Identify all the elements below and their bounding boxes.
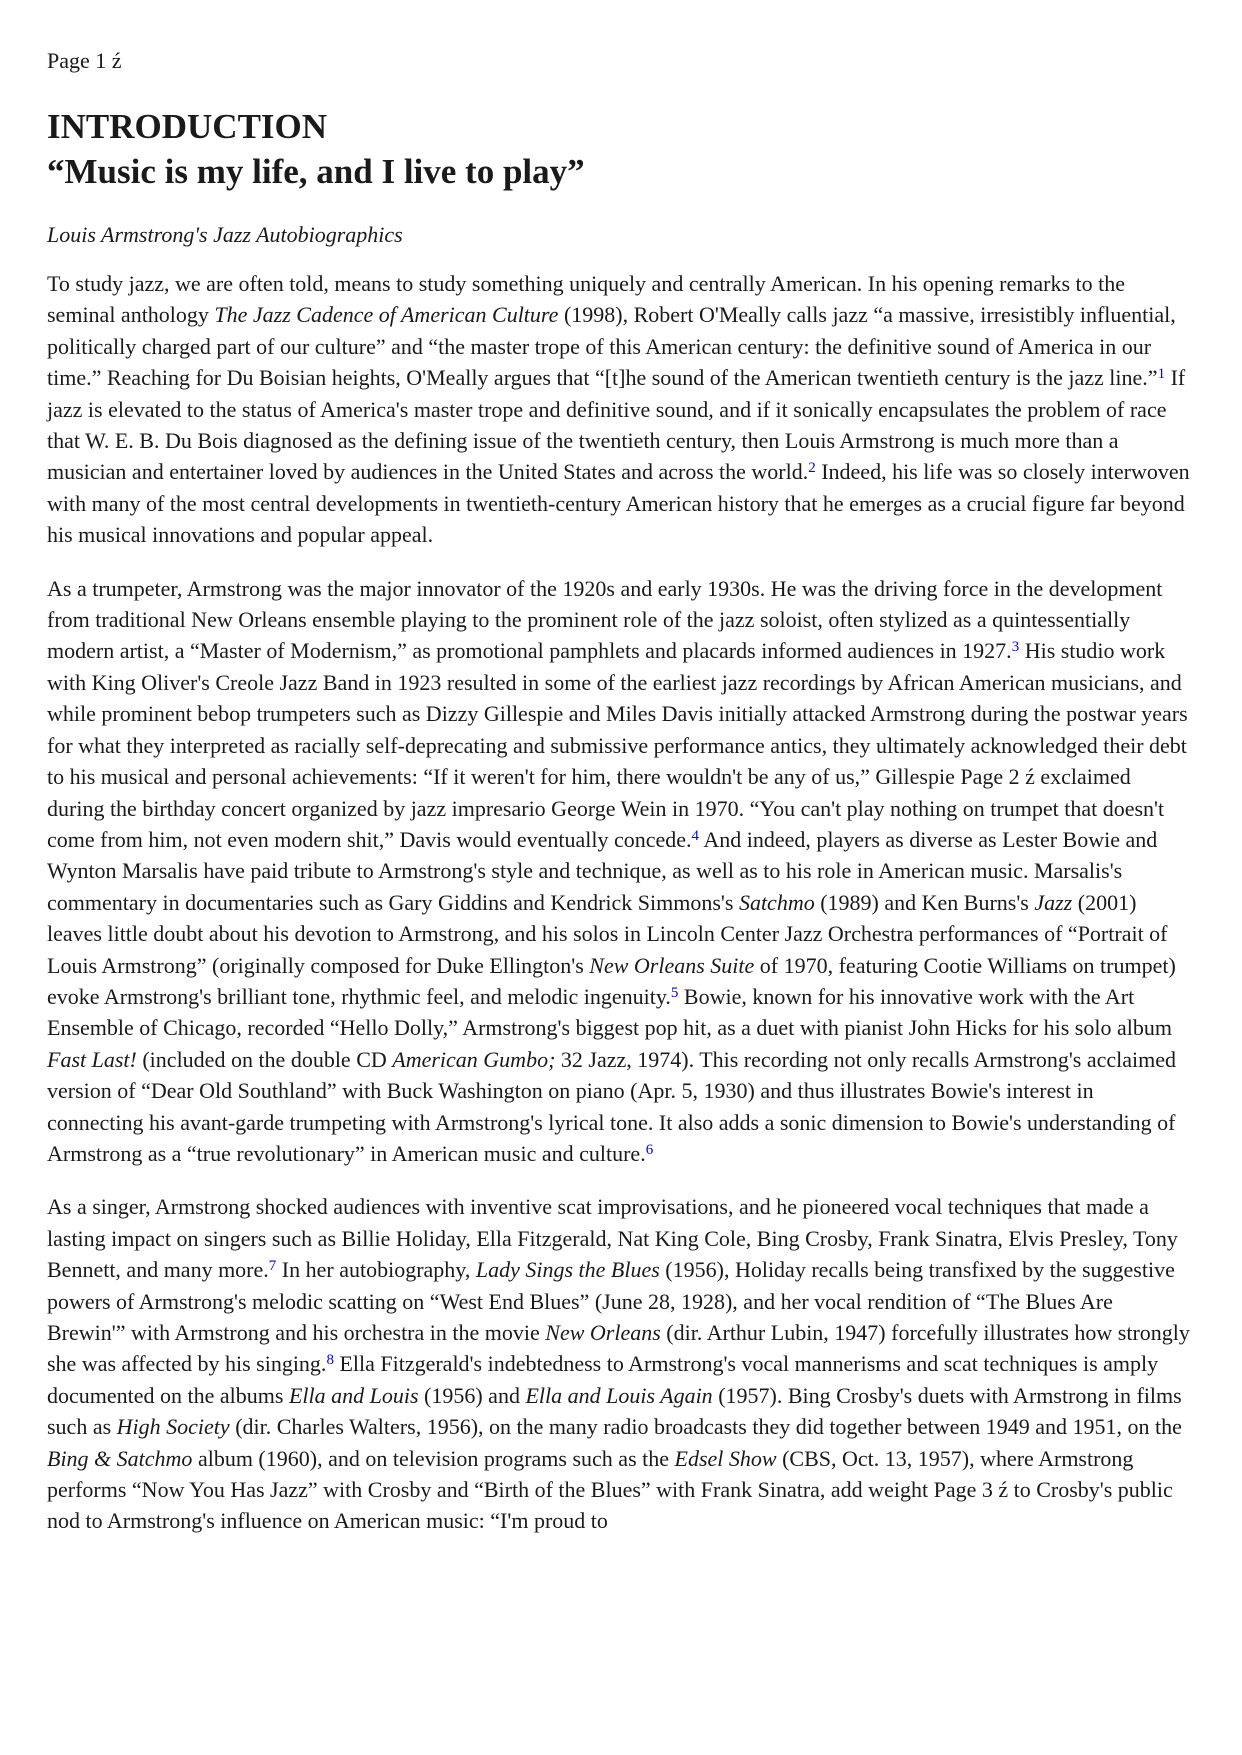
- page-title: [47, 104, 1192, 194]
- paragraph-2: [47, 573, 1192, 1170]
- footnote-link-4[interactable]: 4: [691, 827, 700, 844]
- italic-title: Edsel Show: [674, 1445, 777, 1471]
- footnote-link-7[interactable]: 7: [268, 1258, 277, 1275]
- footnote-link-6[interactable]: 6: [645, 1141, 654, 1158]
- text: (CBS, Oct. 13, 1957), where Armstrong performs “Now You Has Jazz” with Crosby and “Birth of the Blues” with Frank Sinatra, add weight: [47, 1445, 1134, 1503]
- paragraph-3: [47, 1191, 1192, 1536]
- italic-title: Satchmo: [738, 889, 815, 915]
- text: (1989) and Ken Burns's: [814, 889, 1035, 915]
- text: To study jazz, we are often told, means to study something uniquely and centrally American. In his opening remarks to the seminal anthology: [47, 271, 1126, 328]
- footnote-link-1[interactable]: 1: [1157, 366, 1166, 383]
- subtitle: Louis Armstrong's Jazz Autobiographics: [47, 222, 403, 247]
- footnote-link-3[interactable]: 3: [1011, 639, 1020, 656]
- text: album (1960), and on television programs such as the: [192, 1445, 675, 1471]
- italic-title: Lady Sings the Blues: [475, 1257, 660, 1283]
- text: (included on the double CD: [136, 1046, 393, 1072]
- text: 32 Jazz, 1974). This recording not only recalls Armstrong's acclaimed version of “Dear Old Southland” with Buck Washington on piano (Apr. 5, 1930) and thus illustrates Bowie's interest in connecting his avant-garde trumpeting with Armstrong's lyrical tone. It also adds a sonic dimension to Bowie's understanding of Armstrong as a “true revolutionary” in American music and culture.: [47, 1046, 1177, 1166]
- text: (dir. Charles Walters, 1956), on the many radio broadcasts they did together between 1949 and 1951, on the: [229, 1414, 1182, 1440]
- text: (1956) and: [418, 1382, 526, 1408]
- footnote-link-8[interactable]: 8: [326, 1352, 334, 1369]
- italic-title: Bing & Satchmo: [47, 1445, 193, 1471]
- italic-title: High Society: [116, 1414, 230, 1440]
- italic-title: Ella and Louis Again: [525, 1382, 713, 1408]
- text: (2001) leaves little doubt about his devotion to Armstrong, and his solos in Lincoln Center Jazz Orchestra performances of “Portrait of Louis Armstrong” (originally composed for Duke Ellington's: [47, 889, 1168, 978]
- text: Indeed, his life was so closely interwoven with many of the most central developments in twentieth-century American history that he emerges as a crucial figure far beyond his musical innovations and popular appeal.: [47, 459, 1190, 548]
- text: (1957). Bing Crosby's duets with Armstrong in films such as: [47, 1382, 1182, 1440]
- italic-title: New Orleans Suite: [589, 952, 755, 978]
- italic-title: Fast Last!: [47, 1046, 137, 1072]
- text: exclaimed during the birthday concert organized by jazz impresario George Wein in 1970. “You can't play nothing on trumpet that doesn't come from him, not even modern shit,” Davis would eventually concede.: [47, 764, 1165, 852]
- text: of 1970, featuring Cootie Williams on trumpet) evoke Armstrong's brilliant tone, rhythmic feel, and melodic ingenuity.: [47, 952, 1176, 1009]
- page-marker-inline: Page 2 ź: [960, 764, 1035, 790]
- page-number: Page 1 ź: [47, 48, 122, 73]
- text: Bowie, known for his innovative work with the Art Ensemble of Chicago, recorded “Hello Dolly,” Armstrong's biggest pop hit, as a duet with pianist John Hicks for his solo album: [47, 983, 1172, 1041]
- footnote-link-2[interactable]: 2: [808, 460, 816, 477]
- page-marker-inline: Page 3 ź: [933, 1477, 1009, 1503]
- text: And indeed, players as diverse as Lester Bowie and Wynton Marsalis have paid tribute to Armstrong's style and technique, as well as to his role in American music. Marsalis's commentary in documentaries such as Gary Giddins and Kendrick Simmons's: [47, 826, 1158, 915]
- text: As a trumpeter, Armstrong was the major innovator of the 1920s and early 1930s. He was the driving force in the development from traditional New Orleans ensemble playing to the prominent role of the jazz soloist, often stylized as a quintessentially modern artist, a “Master of Modernism,” as promotional pamphlets and placards informed audiences in 1927.: [47, 575, 1163, 664]
- paragraph-1: [47, 268, 1192, 551]
- text: As a singer, Armstrong shocked audiences with inventive scat improvisations, and he pioneered vocal techniques that made a lasting impact on singers such as Billie Holiday, Ella Fitzgerald, Nat King Cole, Bing Crosby, Frank Sinatra, Elvis Presley, Tony Bennett, and many more.: [47, 1194, 1178, 1283]
- text: (1998), Robert O'Meally calls jazz “a massive, irresistibly influential, politically charged part of our culture” and “the master trope of this American century: the definitive sound of America in our time.” Reaching for Du Boisian heights, O'Meally argues that “[t]he sound of the American twentieth century is the jazz line.”: [47, 302, 1176, 391]
- title-line-1: INTRODUCTION: [47, 107, 328, 146]
- text: Ella Fitzgerald's indebtedness to Armstrong's vocal mannerisms and scat techniques is amply documented on the albums: [47, 1351, 1159, 1408]
- footnote-link-5[interactable]: 5: [670, 984, 679, 1001]
- italic-title: Ella and Louis: [288, 1382, 419, 1408]
- italic-title: New Orleans: [545, 1320, 661, 1345]
- text: In her autobiography,: [276, 1257, 476, 1283]
- italic-title: American Gumbo;: [392, 1046, 556, 1072]
- text: (1956), Holiday recalls being transfixed by the suggestive powers of Armstrong's melodic scatting on “West End Blues” (June 28, 1928), and her vocal rendition of “The Blues Are Brewin'” with Armstrong and his orchestra in the movie: [47, 1257, 1175, 1345]
- italic-title: The Jazz Cadence of American Culture: [214, 302, 559, 328]
- italic-title: Jazz: [1034, 889, 1073, 915]
- title-line-2: “Music is my life, and I live to play”: [47, 152, 585, 191]
- text: (dir. Arthur Lubin, 1947) forcefully illustrates how strongly she was affected by his singing.: [47, 1320, 1190, 1377]
- text: His studio work with King Oliver's Creole Jazz Band in 1923 resulted in some of the earliest jazz recordings by African American musicians, and while prominent bebop trumpeters such as Dizzy Gillespie and Miles Davis initially attacked Armstrong during the postwar years for what they interpreted as racially self-deprecating and submissive performance antics, they ultimately acknowledged their debt to his musical and personal achievements: “If it weren't for him, there wouldn't be any of us,” Gillespie: [47, 638, 1188, 790]
- text: If jazz is elevated to the status of America's master trope and definitive sound, and if it sonically encapsulates the problem of race that W. E. B. Du Bois diagnosed as the defining issue of the twentieth century, then Louis Armstrong is much more than a musician and entertainer loved by audiences in the United States and across the world.: [47, 365, 1186, 485]
- text: to Crosby's public nod to Armstrong's influence on American music: “I'm proud to: [47, 1477, 1173, 1534]
